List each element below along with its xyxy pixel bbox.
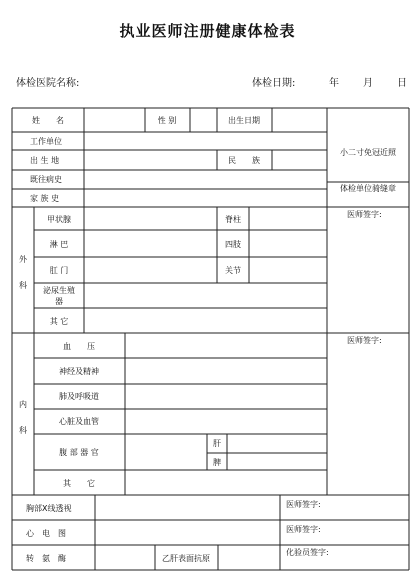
lung-label: 肺及呼吸道: [59, 392, 99, 401]
ecg-doctor-signature-label: 医师签字:: [286, 525, 321, 534]
xray-label: 胸部X线透视: [26, 504, 72, 513]
liver-label: 肝: [213, 439, 221, 448]
form-title: 执业医师注册健康体检表: [119, 22, 296, 40]
surgery-section-char-2: 科: [19, 281, 27, 290]
spleen-label: 脾: [213, 458, 221, 467]
internal-doctor-signature-label: 医师签字:: [347, 336, 382, 345]
spine-label: 脊柱: [225, 215, 241, 224]
genital-label-line-2: 器: [55, 297, 63, 306]
heart-label: 心脏及血管: [59, 417, 99, 426]
year-label: 年: [329, 78, 339, 89]
hbsag-label: 乙肝表面抗原: [162, 554, 210, 563]
alt-label: 转 氨 酶: [26, 554, 66, 563]
surgery-other-label: 其 它: [49, 317, 69, 326]
seal-placeholder: 体检单位骑缝章: [340, 184, 396, 193]
abdomen-label: 腹 部 器 官: [59, 448, 99, 457]
surgery-section-char-1: 外: [19, 255, 27, 264]
birthplace-label: 出 生 地: [30, 156, 60, 165]
joints-label: 关节: [225, 266, 241, 275]
surgery-doctor-signature-label: 医师签字:: [347, 210, 382, 219]
family-history-label: 家 族 史: [30, 194, 60, 203]
ecg-label: 心 电 图: [26, 529, 66, 538]
internal-section-char-2: 科: [19, 426, 27, 435]
mental-label: 神经及精神: [59, 367, 99, 376]
day-label: 日: [397, 78, 407, 89]
exam-date-label: 体检日期:: [252, 78, 296, 89]
ethnicity-label: 民 族: [228, 156, 260, 165]
blood-pressure-label: 血 压: [63, 342, 95, 351]
lab-signature-label: 化验员签字:: [286, 548, 329, 557]
month-label: 月: [363, 78, 373, 89]
institution-label: 体检医院名称:: [16, 78, 80, 89]
past-history-label: 既往病史: [30, 175, 62, 184]
gender-label: 性 别: [157, 116, 177, 125]
thyroid-label: 甲状腺: [47, 215, 71, 224]
photo-placeholder: 小二寸免冠近照: [340, 148, 396, 157]
internal-section-char-1: 内: [19, 400, 27, 409]
lymph-label: 淋 巴: [49, 240, 69, 249]
work-unit-label: 工作单位: [30, 137, 62, 146]
xray-doctor-signature-label: 医师签字:: [286, 500, 321, 509]
genital-label-line-1: 泌尿生殖: [43, 286, 75, 295]
name-label: 姓 名: [32, 116, 64, 125]
birth-date-label: 出生日期: [228, 116, 260, 125]
anus-label: 肛 门: [49, 266, 69, 275]
internal-other-label: 其 它: [63, 479, 95, 488]
limbs-label: 四肢: [225, 240, 241, 249]
